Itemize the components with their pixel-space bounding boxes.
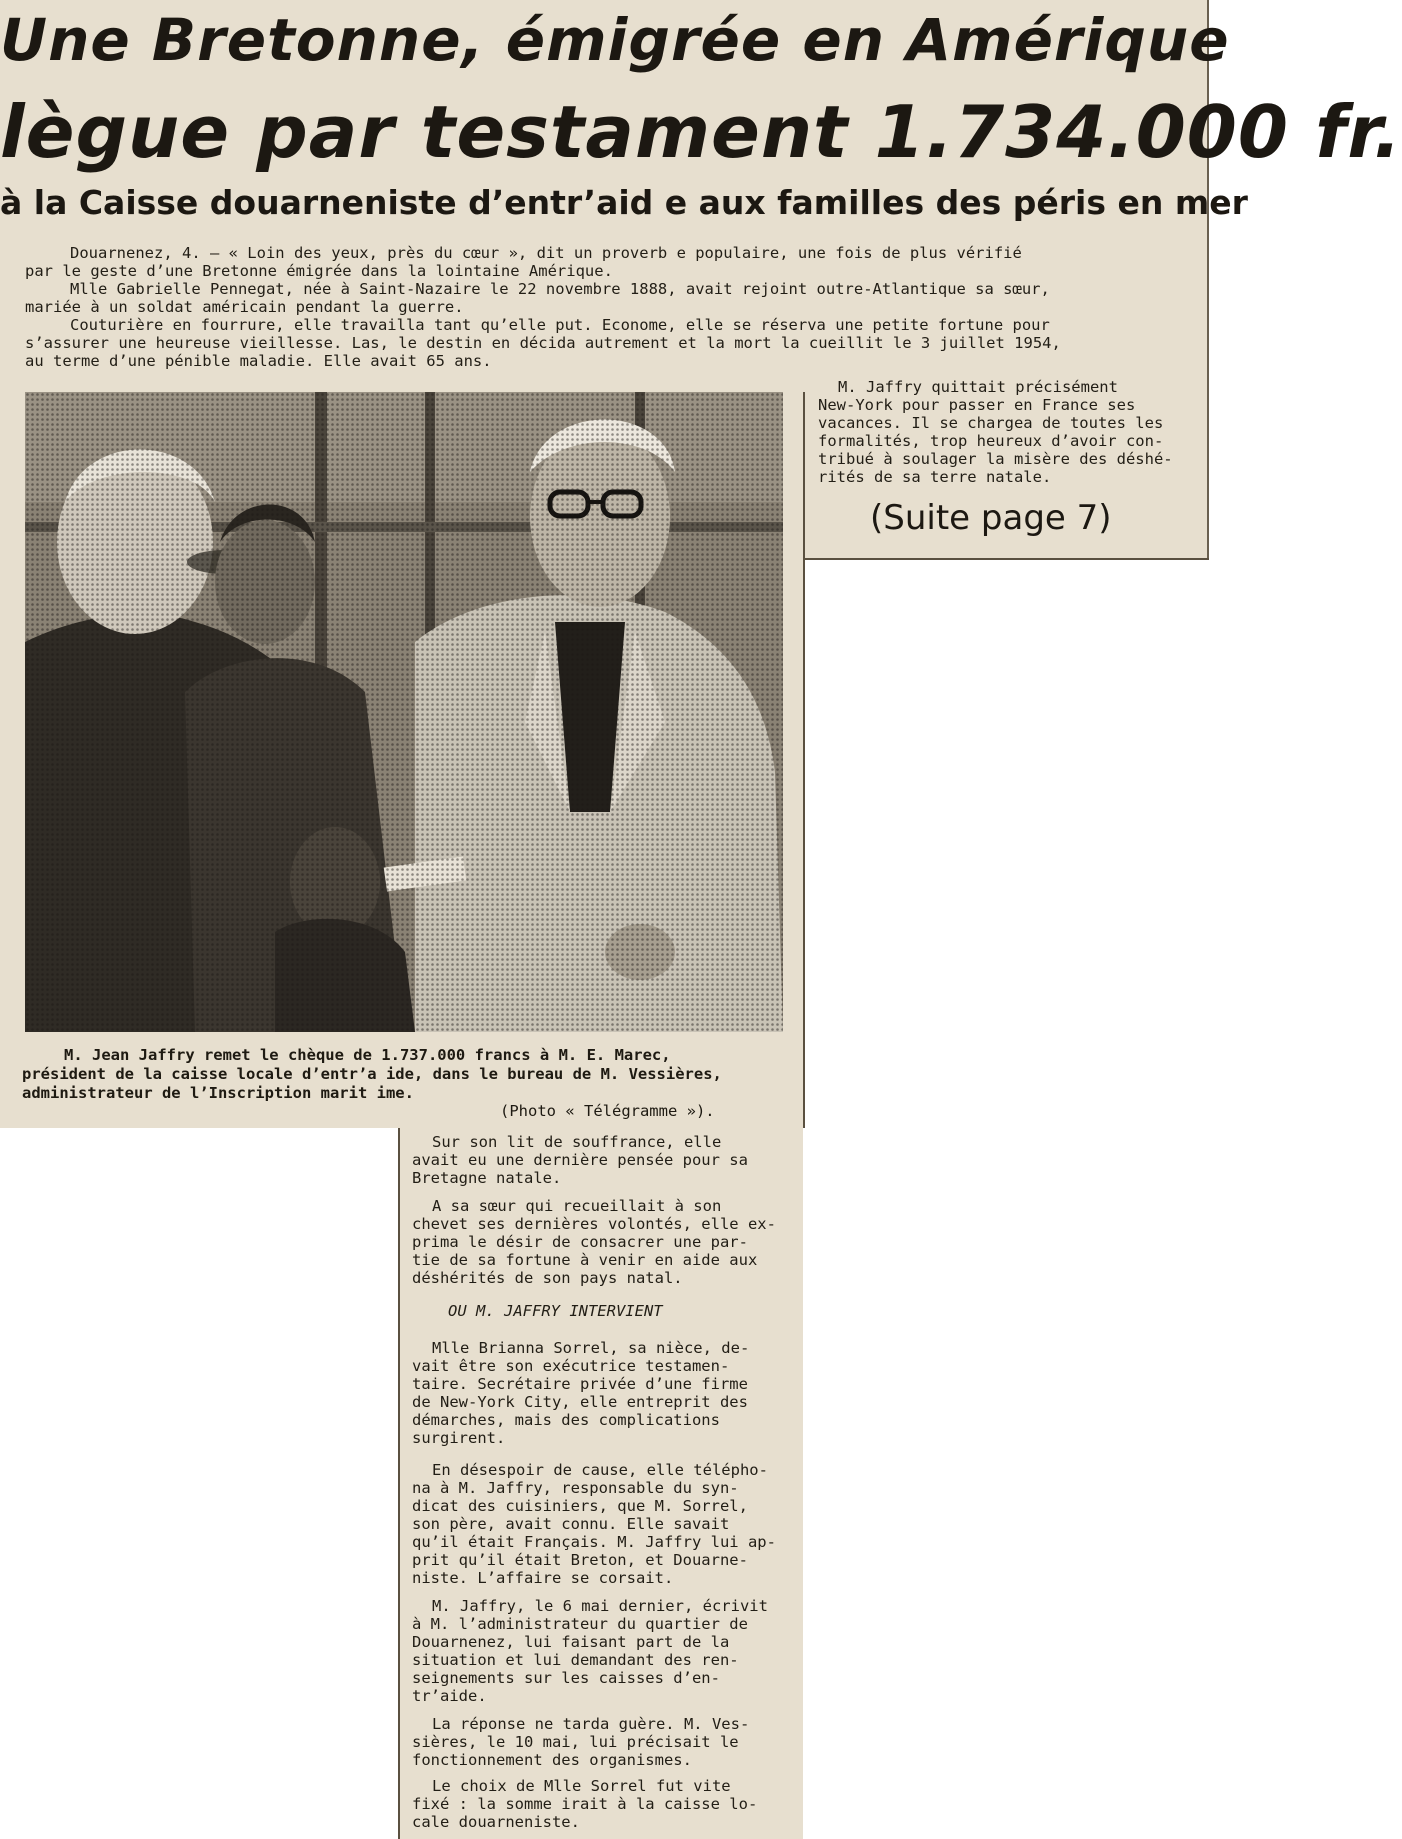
body-line: A sa sœur qui recueillait à son bbox=[432, 1197, 722, 1215]
right-column-line: rités de sa terre natale. bbox=[818, 468, 1052, 486]
body-line: chevet ses dernières volontés, elle ex- bbox=[412, 1215, 776, 1233]
intro-line: Douarnenez, 4. — « Loin des yeux, près du cœur », dit un proverb e populaire, une fois de plus vérifié bbox=[70, 244, 1022, 262]
body-line: de New-York City, elle entreprit des bbox=[412, 1393, 748, 1411]
body-line: M. Jaffry, le 6 mai dernier, écrivit bbox=[432, 1597, 768, 1615]
body-line: déshérités de son pays natal. bbox=[412, 1269, 683, 1287]
continued-label: (Suite page 7) bbox=[870, 498, 1112, 538]
body-line: sières, le 10 mai, lui précisait le bbox=[412, 1733, 739, 1751]
photo-caption-line: M. Jean Jaffry remet le chèque de 1.737.000 francs à M. E. Marec, bbox=[64, 1046, 671, 1064]
body-line: niste. L’affaire se corsait. bbox=[412, 1569, 674, 1587]
body-line: Le choix de Mlle Sorrel fut vite bbox=[432, 1777, 731, 1795]
body-line: tie de sa fortune à venir en aide aux bbox=[412, 1251, 758, 1269]
intro-line: Couturière en fourrure, elle travailla tant qu’elle put. Econome, elle se réserva une petite fortune pour bbox=[70, 316, 1050, 334]
body-line: fonctionnement des organismes. bbox=[412, 1751, 692, 1769]
body-line: Sur son lit de souffrance, elle bbox=[432, 1133, 722, 1151]
right-column-line: New-York pour passer en France ses bbox=[818, 396, 1136, 414]
body-line: Douarnenez, lui faisant part de la bbox=[412, 1633, 730, 1651]
right-column-line: formalités, trop heureux d’avoir con- bbox=[818, 432, 1164, 450]
right-column-line: M. Jaffry quittait précisément bbox=[838, 378, 1118, 396]
body-line: démarches, mais des complications bbox=[412, 1411, 720, 1429]
body-line: situation et lui demandant des ren- bbox=[412, 1651, 739, 1669]
body-line: à M. l’administrateur du quartier de bbox=[412, 1615, 748, 1633]
body-line: dicat des cuisiniers, que M. Sorrel, bbox=[412, 1497, 748, 1515]
body-line: Bretagne natale. bbox=[412, 1169, 562, 1187]
body-line: son père, avait connu. Elle savait bbox=[412, 1515, 730, 1533]
body-line: tr’aide. bbox=[412, 1687, 487, 1705]
headline-subtitle: à la Caisse douarneniste d’entr’aid e aux familles des péris en mer bbox=[0, 183, 1248, 222]
body-line: surgirent. bbox=[412, 1429, 506, 1447]
body-line: vait être son exécutrice testamen- bbox=[412, 1357, 730, 1375]
body-line: seignements sur les caisses d’en- bbox=[412, 1669, 720, 1687]
body-line: cale douarneniste. bbox=[412, 1813, 580, 1831]
right-column-line: tribué à soulager la misère des déshé- bbox=[818, 450, 1173, 468]
section-subhead: OU M. JAFFRY INTERVIENT bbox=[448, 1302, 663, 1320]
body-line: avait eu une dernière pensée pour sa bbox=[412, 1151, 748, 1169]
body-line: prima le désir de consacrer une par- bbox=[412, 1233, 748, 1251]
body-line: taire. Secrétaire privée d’une firme bbox=[412, 1375, 748, 1393]
photo-illustration bbox=[25, 392, 783, 1032]
intro-line: Mlle Gabrielle Pennegat, née à Saint-Nazaire le 22 novembre 1888, avait rejoint outre-Atlantique sa sœur, bbox=[70, 280, 1050, 298]
intro-line: s’assurer une heureuse vieillesse. Las, le destin en décida autrement et la mort la cueillit le 3 juillet 1954, bbox=[25, 334, 1061, 352]
body-line: En désespoir de cause, elle télépho- bbox=[432, 1461, 768, 1479]
column-rule-bottom bbox=[398, 1128, 400, 1839]
body-line: na à M. Jaffry, responsable du syn- bbox=[412, 1479, 739, 1497]
body-line: Mlle Brianna Sorrel, sa nièce, de- bbox=[432, 1339, 750, 1357]
headline-line-1: Une Bretonne, émigrée en Amérique bbox=[0, 6, 1230, 74]
photo-caption-line: président de la caisse locale d’entr’a ide, dans le bureau de M. Vessières, bbox=[22, 1065, 722, 1083]
intro-line: au terme d’une pénible maladie. Elle avait 65 ans. bbox=[25, 352, 492, 370]
body-line: fixé : la somme irait à la caisse lo- bbox=[412, 1795, 758, 1813]
body-line: qu’il était Français. M. Jaffry lui ap- bbox=[412, 1533, 776, 1551]
photo-caption-line: administrateur de l’Inscription marit ime. bbox=[22, 1084, 414, 1102]
body-line: La réponse ne tarda guère. M. Ves- bbox=[432, 1715, 750, 1733]
body-line: prit qu’il était Breton, et Douarne- bbox=[412, 1551, 748, 1569]
intro-line: mariée à un soldat américain pendant la guerre. bbox=[25, 298, 464, 316]
intro-line: par le geste d’une Bretonne émigrée dans la lointaine Amérique. bbox=[25, 262, 613, 280]
right-column-bottom-rule bbox=[803, 558, 1209, 560]
photo-credit: (Photo « Télégramme »). bbox=[500, 1102, 715, 1120]
column-rule-right bbox=[803, 392, 805, 1128]
headline-line-2: lègue par testament 1.734.000 fr. bbox=[0, 90, 1402, 174]
news-photo bbox=[25, 392, 783, 1032]
right-column-line: vacances. Il se chargea de toutes les bbox=[818, 414, 1164, 432]
